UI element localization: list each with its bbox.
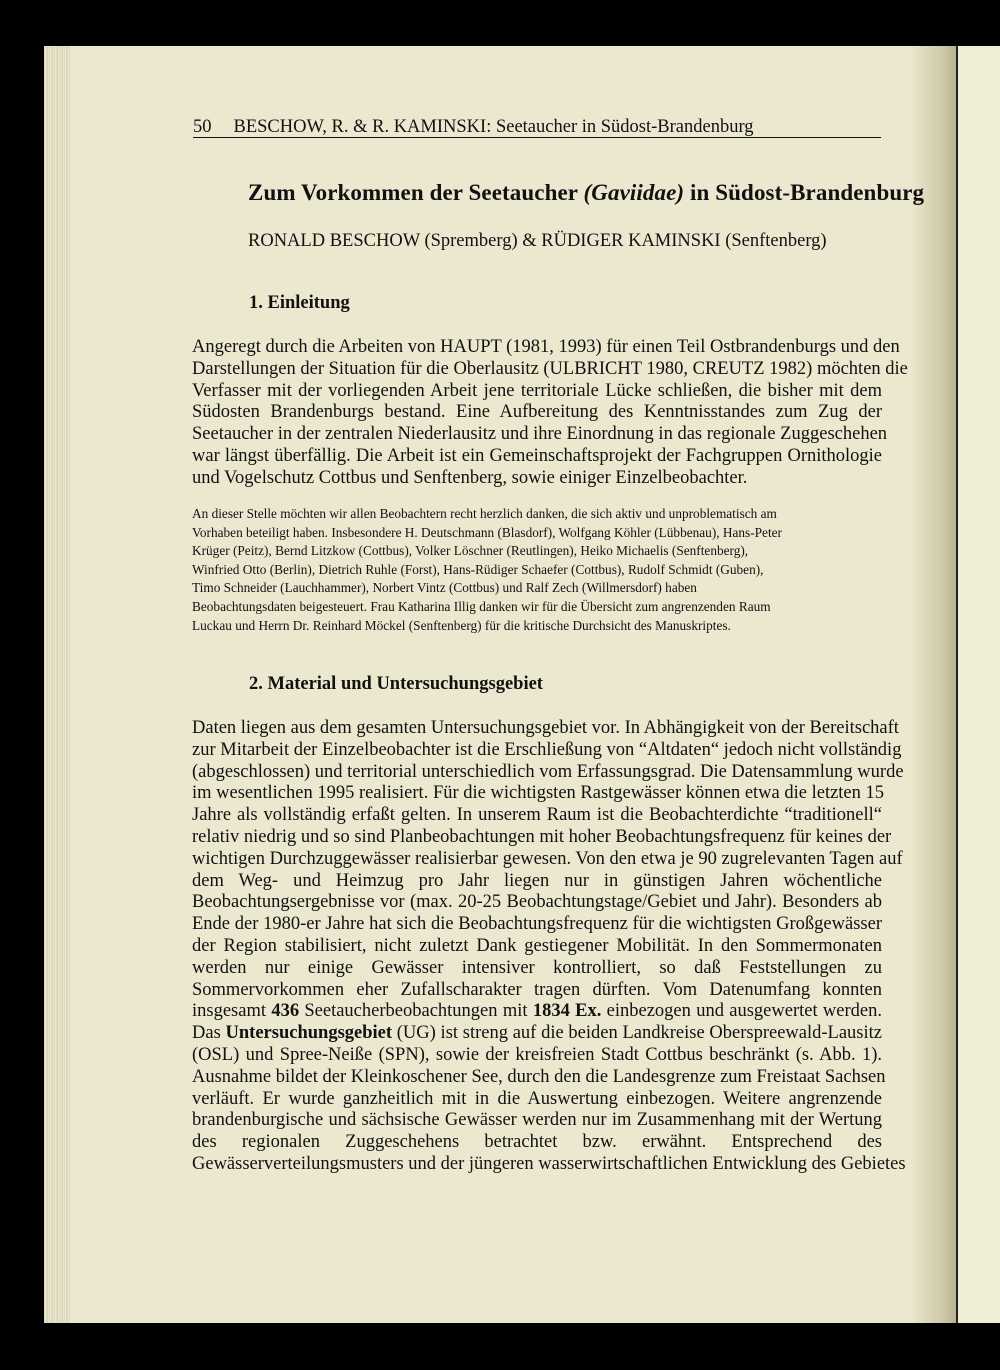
text-line: relativ niedrig und so sind Planbeobachtungen mit hoher Beobachtungsfrequenz für keines der (192, 826, 892, 847)
text-line: (OSL) und Spree-Neiße (SPN), sowie der kreisfreien Stadt Cottbus beschränkt (s. Abb. 1). (192, 1044, 882, 1065)
text-line: im wesentlichen 1995 realisiert. Für die wichtigsten Rastgewässer können etwa die letzten 15 (192, 783, 885, 804)
text-line: Darstellungen der Situation für die Oberlausitz (ULBRICHT 1980, CREUTZ 1982) möchten die (192, 358, 908, 379)
text-line: brandenburgische und sächsische Gewässer werden nur im Zusammenhang mit der Wertung (192, 1110, 882, 1131)
observation-count: 436 (271, 1001, 300, 1022)
text-line: Gewässerverteilungsmusters und der jüngeren wasserwirtschaftlichen Entwicklung des Gebietes (192, 1153, 906, 1174)
text-line: (abgeschlossen) und territorial unterschiedlich vom Erfassungsgrad. Die Datensammlung wurde (192, 761, 904, 782)
text-line: Südosten Brandenburgs bestand. Eine Aufbereitung des Kenntnisstandes zum Zug der (192, 402, 882, 423)
section-heading-material: 2. Material und Untersuchungsgebiet (249, 674, 543, 694)
text-line: Timo Schneider (Lauchhammer), Norbert Vintz (Cottbus) und Ralf Zech (Willmersdorf) haben (192, 580, 697, 596)
text-line: des regionalen Zuggeschehens betrachtet bzw. erwähnt. Entsprechend des (192, 1132, 882, 1153)
text-line: war längst überfällig. Die Arbeit ist ein Gemeinschaftsprojekt der Fachgruppen Ornithologie (192, 445, 882, 466)
text-line: zur Mitarbeit der Einzelbeobachter ist die Erschließung von “Altdaten“ jedoch nicht vollständig (192, 739, 902, 760)
text-line: der Region stabilisiert, nicht zuletzt Dank gestiegener Mobilität. In den Sommermonaten (192, 935, 882, 956)
text-line: Krüger (Peitz), Bernd Litzkow (Cottbus), Volker Löschner (Reutlingen), Heiko Michaelis (Senftenberg), (192, 543, 749, 559)
acknowledgements-paragraph (192, 505, 882, 635)
individual-count: 1834 Ex. (532, 1001, 602, 1022)
text-line: Sommervorkommen eher Zufallscharakter tragen dürften. Vom Datenumfang konnten (192, 979, 882, 1000)
page-edges (44, 46, 70, 1323)
text-line: Beobachtungsdaten beigesteuert. Frau Katharina Illig danken wir für die Übersicht zum angrenzenden Raum (192, 598, 771, 614)
text-line: Vorhaben beteiligt haben. Insbesondere H. Deutschmann (Blasdorf), Wolfgang Köhler (Lübbenau), Hans-Peter (192, 524, 782, 540)
text-line: Angeregt durch die Arbeiten von HAUPT (1981, 1993) für einen Teil Ostbrandenburgs und den (192, 337, 900, 357)
running-head (193, 117, 881, 138)
section-heading-introduction: 1. Einleitung (249, 293, 350, 313)
page-number: 50 (193, 117, 212, 137)
text-line-study-area: Das Untersuchungsgebiet (UG) ist streng auf die beiden Landkreise Oberspreewald-Lausitz (192, 1023, 882, 1044)
material-paragraph (192, 718, 906, 1176)
text-line: Verfasser mit der vorliegenden Arbeit jene territoriale Lücke schließen, die bisher mit dem (192, 380, 882, 401)
text-line: und Vogelschutz Cottbus und Senftenberg, sowie einiger Einzelbeobachter. (192, 467, 748, 488)
text-line: Beobachtungsergebnisse vor (max. 20-25 Beobachtungstage/Gebiet und Jahr). Besonders ab (192, 892, 882, 913)
text-line-count: insgesamt 436 Seetaucherbeobachtungen mit 1834 Ex. einbezogen und ausgewertet werden. (192, 1001, 882, 1022)
running-title: BESCHOW, R. & R. KAMINSKI: Seetaucher in Südost-Brandenburg (233, 117, 754, 137)
text-line: verläuft. Er wurde ganzheitlich mit in die Auswertung einbezogen. Weitere angrenzende (192, 1088, 882, 1109)
text-line: Ende der 1980-er Jahre hat sich die Beobachtungsfrequenz für die wichtigsten Großgewässer (192, 914, 882, 935)
introduction-paragraph (192, 337, 908, 490)
text-line: werden nur einige Gewässer intensiver kontrolliert, so daß Feststellungen zu (192, 957, 882, 978)
text-line: An dieser Stelle möchten wir allen Beobachtern recht herzlich danken, die sich aktiv und unproblematisch am (192, 506, 777, 521)
authors-line: RONALD BESCHOW (Spremberg) & RÜDIGER KAMINSKI (Senftenberg) (248, 231, 827, 251)
text-line: Ausnahme bildet der Kleinkoschener See, durch den die Landesgrenze zum Freistaat Sachsen (192, 1066, 886, 1087)
article-title: Zum Vorkommen der Seetaucher (Gaviidae) in Südost-Brandenburg (248, 180, 925, 205)
taxon-name: (Gaviidae) (583, 180, 685, 205)
study-area-term: Untersuchungsgebiet (225, 1023, 393, 1044)
text-line: Seetaucher in der zentralen Niederlausitz und ihre Einordnung in das regionale Zuggeschehen (192, 424, 888, 445)
text-line: Daten liegen aus dem gesamten Untersuchungsgebiet vor. In Abhängigkeit von der Bereitschaft (192, 718, 899, 738)
text-line: Luckau und Herrn Dr. Reinhard Möckel (Senftenberg) für die kritische Durchsicht des Manuskriptes. (192, 617, 731, 633)
text-line: dem Weg- und Heimzug pro Jahr liegen nur in günstigen Jahren wöchentliche (192, 870, 882, 891)
facing-page-edge (958, 46, 1000, 1323)
text-line: wichtigen Durchzuggewässer realisierbar gewesen. Von den etwa je 90 zugrelevanten Tagen auf (192, 848, 903, 869)
page-gutter-shadow (910, 46, 956, 1323)
text-line: Jahre als vollständig erfaßt gelten. In unserem Raum ist die Beobachterdichte “traditionell“ (192, 805, 882, 826)
text-line: Winfried Otto (Berlin), Dietrich Ruhle (Forst), Hans-Rüdiger Schaefer (Cottbus), Rudolf Schmidt (Guben), (192, 561, 764, 577)
